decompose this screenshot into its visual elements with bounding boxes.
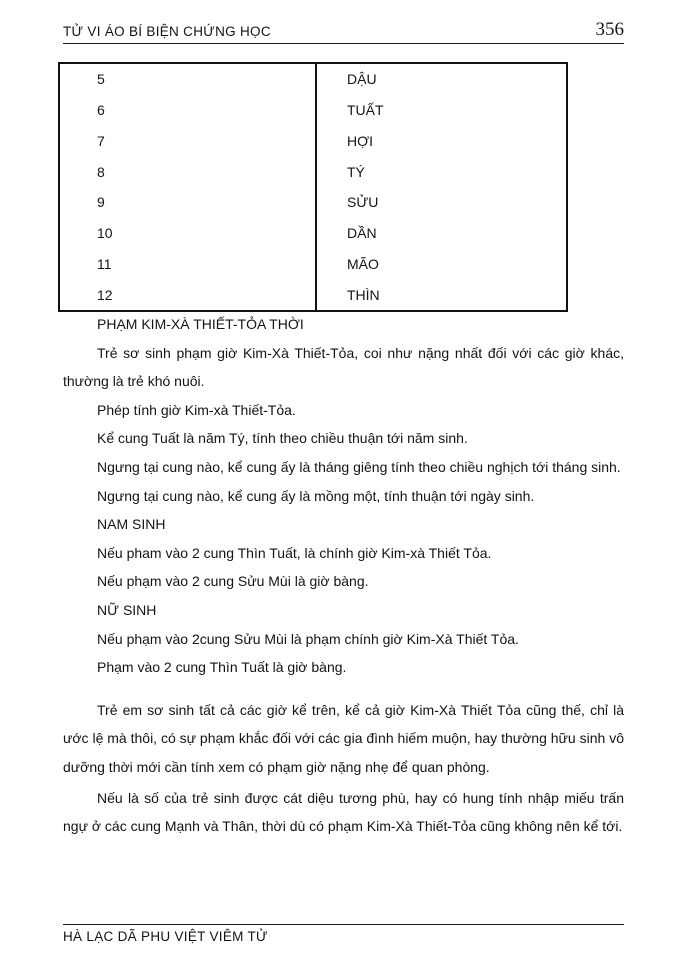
body-text <box>63 310 624 841</box>
table-row <box>60 279 566 310</box>
branch-name-cell: MÃO <box>315 249 566 280</box>
branch-name-cell: DẬU <box>315 64 566 95</box>
branch-name-cell: SỬU <box>315 187 566 218</box>
branch-name-cell: DẦN <box>315 218 566 249</box>
table-row <box>60 95 566 126</box>
hour-number-cell: 7 <box>97 132 105 149</box>
branch-name-cell: HỢI <box>315 126 566 157</box>
body-paragraph: Nếu phạm vào 2cung Sửu Mùi là phạm chính giờ Kim-Xà Thiết Tỏa. <box>97 630 519 647</box>
body-paragraph: Nếu pham vào 2 cung Thìn Tuất, là chính giờ Kim-xà Thiết Tỏa. <box>97 544 492 561</box>
hour-number-cell: 8 <box>97 163 105 180</box>
body-paragraph: Nếu là số của trẻ sinh được cát diệu tương phù, hay có hung tính nhập miếu trấn ngự ở các cung Mạnh và Thân, thời dù có phạm Kim-Xà Thiết-Tỏa cũng không nên kể tới. <box>63 789 624 835</box>
table-row <box>60 156 566 187</box>
body-paragraph: Ngưng tại cung nào, kể cung ấy là mồng một, tính thuận tới ngày sinh. <box>97 487 535 504</box>
body-paragraph: Kể cung Tuất là năm Tý, tính theo chiều thuận tới năm sinh. <box>97 430 468 447</box>
table-row <box>60 126 566 157</box>
footer-author: HÀ LẠC DÃ PHU VIỆT VIÊM TỬ <box>63 929 268 944</box>
body-paragraph: Nếu phạm vào 2 cung Sửu Mùi là giờ bàng. <box>97 573 369 590</box>
page-number: 356 <box>595 19 624 40</box>
branch-name-cell: TÝ <box>315 156 566 187</box>
body-paragraph: Trẻ sơ sinh phạm giờ Kim-Xà Thiết-Tỏa, coi như nặng nhất đối với các giờ khác, thường là trẻ khó nuôi. <box>63 344 624 390</box>
branch-name-cell: TUẤT <box>315 95 566 126</box>
table-row <box>60 187 566 218</box>
hour-number-cell: 11 <box>97 255 112 272</box>
table-row <box>60 218 566 249</box>
body-paragraph: Trẻ em sơ sinh tất cả các giờ kể trên, kể cả giờ Kim-Xà Thiết Tỏa cũng thế, chỉ là ước lệ mà thôi, có sự phạm khắc đối với các gia đình hiếm muộn, hay thường hữu sinh vô dưỡng thời mới cần tính xem có phạm giờ nặng nhẹ để quan phòng. <box>63 701 624 775</box>
hour-number-cell: 10 <box>97 225 113 242</box>
table-row <box>60 64 566 95</box>
hour-number-cell: 9 <box>97 194 105 211</box>
hour-number-cell: 5 <box>97 71 105 88</box>
hour-number-cell: 6 <box>97 102 105 119</box>
subsection-heading: NỮ SINH <box>97 601 157 618</box>
hour-number-cell: 12 <box>97 286 113 303</box>
body-paragraph: Phạm vào 2 cung Thìn Tuất là giờ bàng. <box>97 659 347 676</box>
subsection-heading: NAM SINH <box>97 516 166 533</box>
body-paragraph: Ngưng tại cung nào, kể cung ấy là tháng giêng tính theo chiều nghịch tới tháng sinh. <box>97 458 621 475</box>
table-row <box>60 249 566 280</box>
page-footer <box>63 924 624 944</box>
running-title: TỬ VI ÁO BÍ BIỆN CHỨNG HỌC <box>63 24 271 39</box>
section-heading: PHẠM KIM-XÀ THIẾT-TỎA THỜI <box>97 316 304 332</box>
page-header <box>63 20 624 44</box>
hours-branch-table <box>58 62 568 312</box>
branch-name-cell: THÌN <box>315 279 566 310</box>
body-paragraph: Phép tính giờ Kim-xà Thiết-Tỏa. <box>97 401 296 418</box>
